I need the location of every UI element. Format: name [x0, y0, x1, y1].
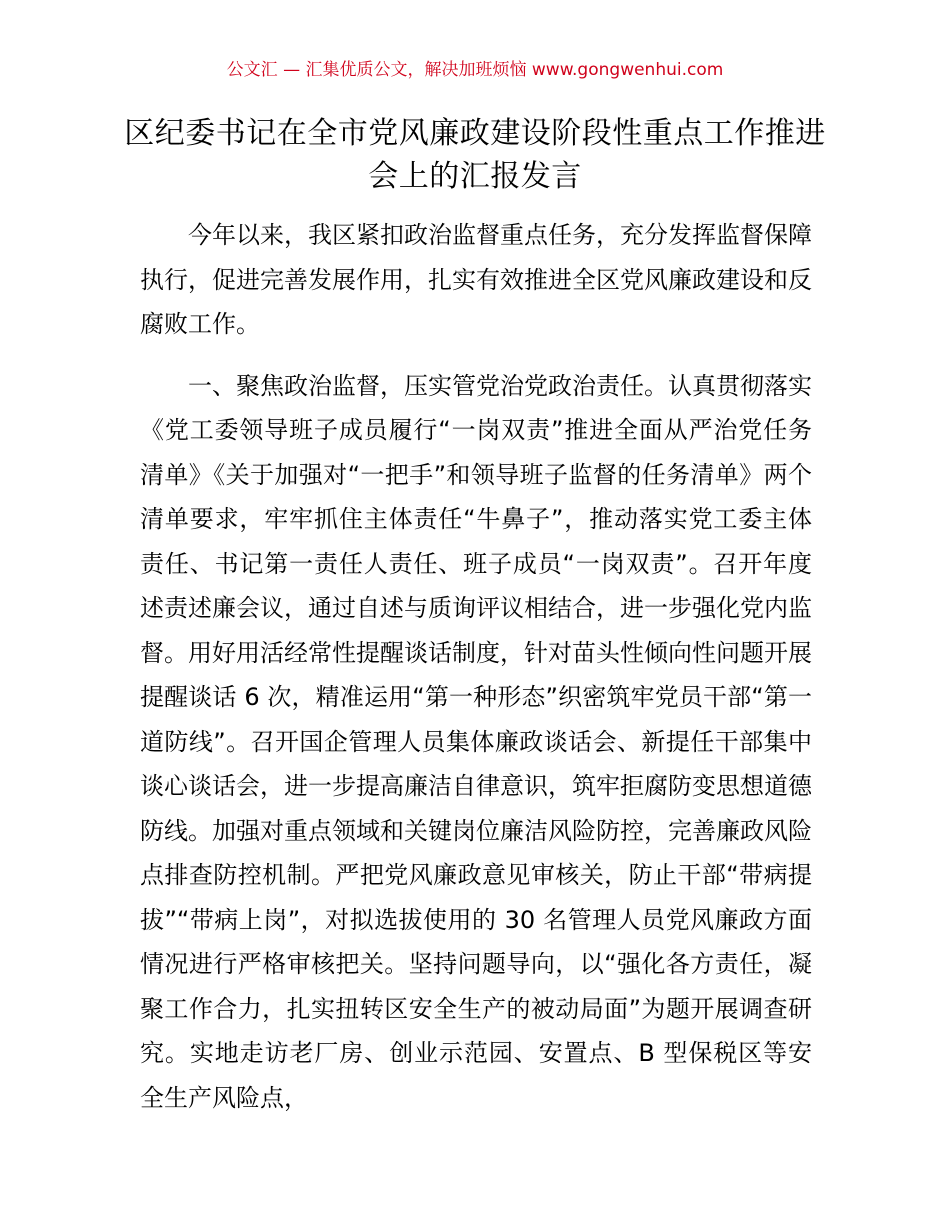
paragraph-intro: 今年以来，我区紧扣政治监督重点任务，充分发挥监督保障执行，促进完善发展作用，扎实有效推进全区党风廉政建设和反腐败工作。: [140, 221, 812, 338]
document-body: [140, 213, 812, 1120]
paragraph-section-one: 一、聚焦政治监督，压实管党治党政治责任。认真贯彻落实《党工委领导班子成员履行“一岗双责”推进全面从严治党任务清单》《关于加强对“一把手”和领导班子监督的任务清单》两个清单要求，牢牢抓住主体责任“牛鼻子”，推动落实党工委主体责任、书记第一责任人责任、班子成员“一岗双责”。召开年度述责述廉会议，通过自述与质询评议相结合，进一步强化党内监督。用好用活经常性提醒谈话制度，针对苗头性倾向性问题开展提醒谈话 6 次，精准运用“第一种形态”织密筑牢党员干部“第一道防线”。召开国企管理人员集体廉政谈话会、新提任干部集中谈心谈话会，进一步提高廉洁自律意识，筑牢拒腐防变思想道德防线。加强对重点领域和关键岗位廉洁风险防控，完善廉政风险点排查防控机制。严把党风廉政意见审核关，防止干部“带病提拔”“带病上岗”，对拟选拔使用的 30 名管理人员党风廉政方面情况进行严格审核把关。坚持问题导向，以“强化各方责任，凝聚工作合力，扎实扭转区安全生产的被动局面”为题开展调查研究。实地走访老厂房、创业示范园、安置点、B 型保税区等安全生产风险点，: [140, 371, 812, 1112]
document-title: 区纪委书记在全市党风廉政建设阶段性重点工作推进会上的汇报发言: [124, 116, 826, 194]
watermark-header: 公文汇 — 汇集优质公文，解决加班烦恼 www.gongwenhui.com: [226, 60, 724, 80]
